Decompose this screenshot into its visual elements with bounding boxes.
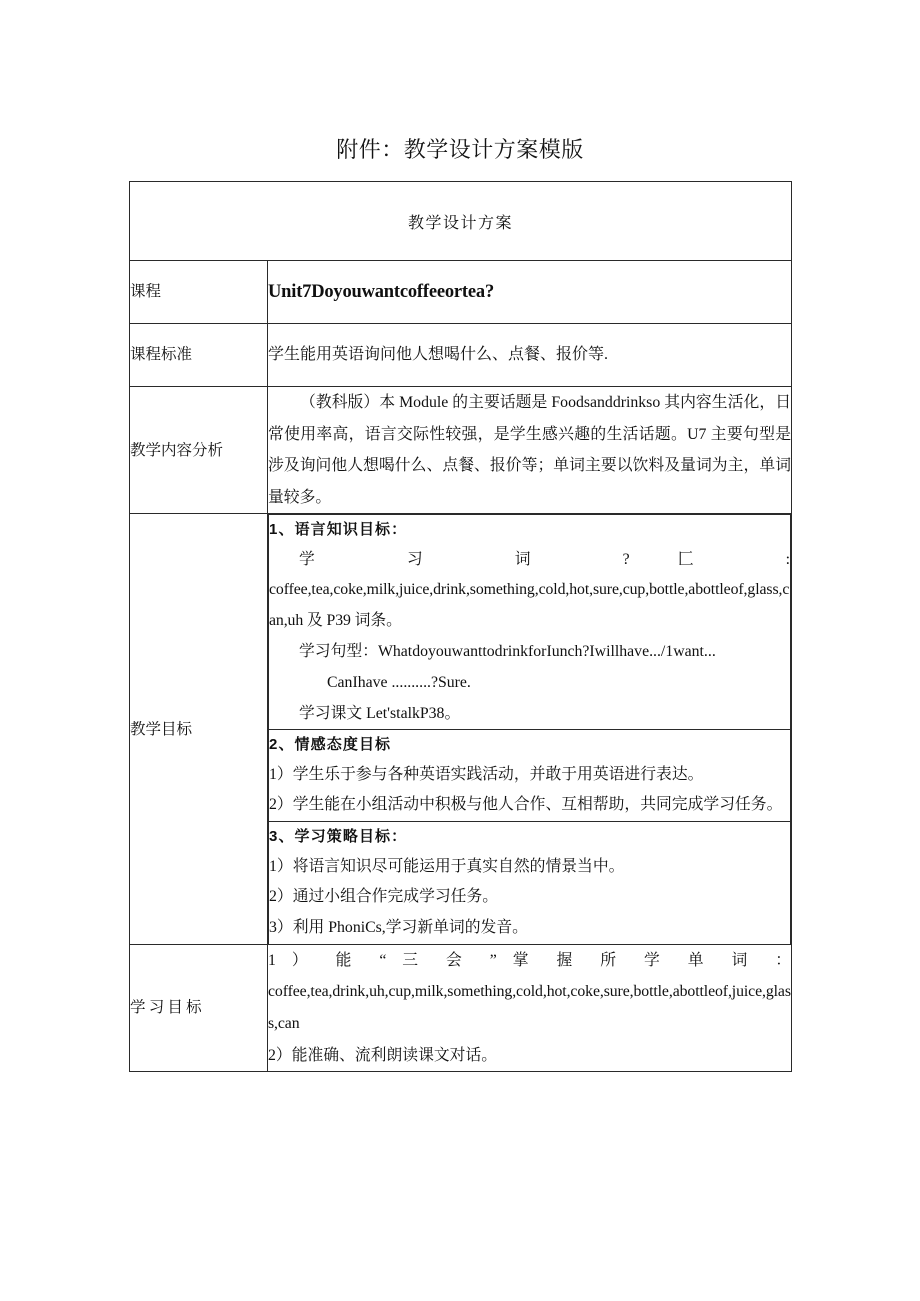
- row-label-standard: 课程标准: [130, 324, 268, 387]
- goal-line-text: 学习课文 Let'stalkP38。: [299, 704, 461, 722]
- goal-section-strategy: [269, 822, 791, 944]
- learning-goal-line-1: 1 ） 能 “ 三 会 ” 掌 握 所 学 单 词 ：: [268, 951, 792, 969]
- goal-line-sentence-patterns-cont: CanIhave ..........?Sure.: [327, 673, 471, 691]
- goal-line-strategy-1: 1）将语言知识尽可能运用于真实自然的情景当中。: [269, 857, 625, 875]
- goal-heading-strategy: 3、学习策略目标：: [269, 828, 408, 846]
- row-value-course: Unit7Doyouwantcoffeeortea?: [268, 261, 792, 324]
- goal-line-affective-1: 1）学生乐于参与各种英语实践活动，并敢于用英语进行表达。: [269, 765, 704, 783]
- row-value-teaching-goals: [268, 514, 792, 945]
- goal-line-vocab-label: 学 习 词 ? 匚 :: [299, 550, 791, 568]
- table-row-course: [130, 261, 792, 324]
- lesson-plan-table: [129, 181, 792, 1072]
- table-row-header: [130, 182, 792, 261]
- goal-line-vocab-list: coffee,tea,coke,milk,juice,drink,something,cold,hot,sure,cup,bottle,abottleof,glass,can,uh 及 P39 词条。: [269, 581, 790, 630]
- goal-line-affective-2: 2）学生能在小组活动中积极与他人合作、互相帮助，共同完成学习任务。: [269, 796, 783, 814]
- row-label-course: 课程: [130, 261, 268, 324]
- learning-goal-word-list: coffee,tea,drink,uh,cup,milk,something,cold,hot,coke,sure,bottle,abottleof,juice,glass,can: [268, 983, 791, 1033]
- goal-line-sentence-patterns: 学习句型：WhatdoyouwanttodrinkforIunch?Iwillhave.../1want...: [299, 643, 716, 661]
- row-value-learning-goals: [268, 944, 792, 1071]
- row-label-learning-goals: 学习目标: [130, 944, 268, 1071]
- row-value-analysis: （教科版）本 Module 的主要话题是 Foodsanddrinkso 其内容生活化，日常使用率高，语言交际性较强，是学生感兴趣的生活话题。U7 主要句型是涉及询问他人想喝什么、点餐、报价等；单词主要以饮料及量词为主，单词量较多。: [268, 387, 792, 514]
- teaching-goals-subtable: [268, 514, 791, 944]
- table-row-standard: [130, 324, 792, 387]
- goal-heading-affective: 2、情感态度目标: [269, 736, 392, 754]
- table-row-learning-goals: [130, 944, 792, 1071]
- goal-line-strategy-2: 2）通过小组合作完成学习任务。: [269, 888, 499, 906]
- goal-section-affective: [269, 730, 791, 822]
- goal-heading-language: 1、语言知识目标：: [269, 521, 408, 539]
- table-row-analysis: [130, 387, 792, 514]
- learning-goal-line-2: 2）能准确、流利朗读课文对话。: [268, 1046, 498, 1064]
- goal-line-strategy-3: 3）利用 PhoniCs,学习新单词的发音。: [269, 919, 528, 937]
- row-label-teaching-goals: 教学目标: [130, 514, 268, 945]
- row-label-analysis: 教学内容分析: [130, 387, 268, 514]
- table-row-teaching-goals: [130, 514, 792, 945]
- page-title: 附件：教学设计方案模版: [336, 137, 584, 162]
- row-value-standard: 学生能用英语询问他人想喝什么、点餐、报价等.: [268, 324, 792, 387]
- goal-section-language: [269, 515, 791, 730]
- plan-header-title: 教学设计方案: [130, 182, 792, 261]
